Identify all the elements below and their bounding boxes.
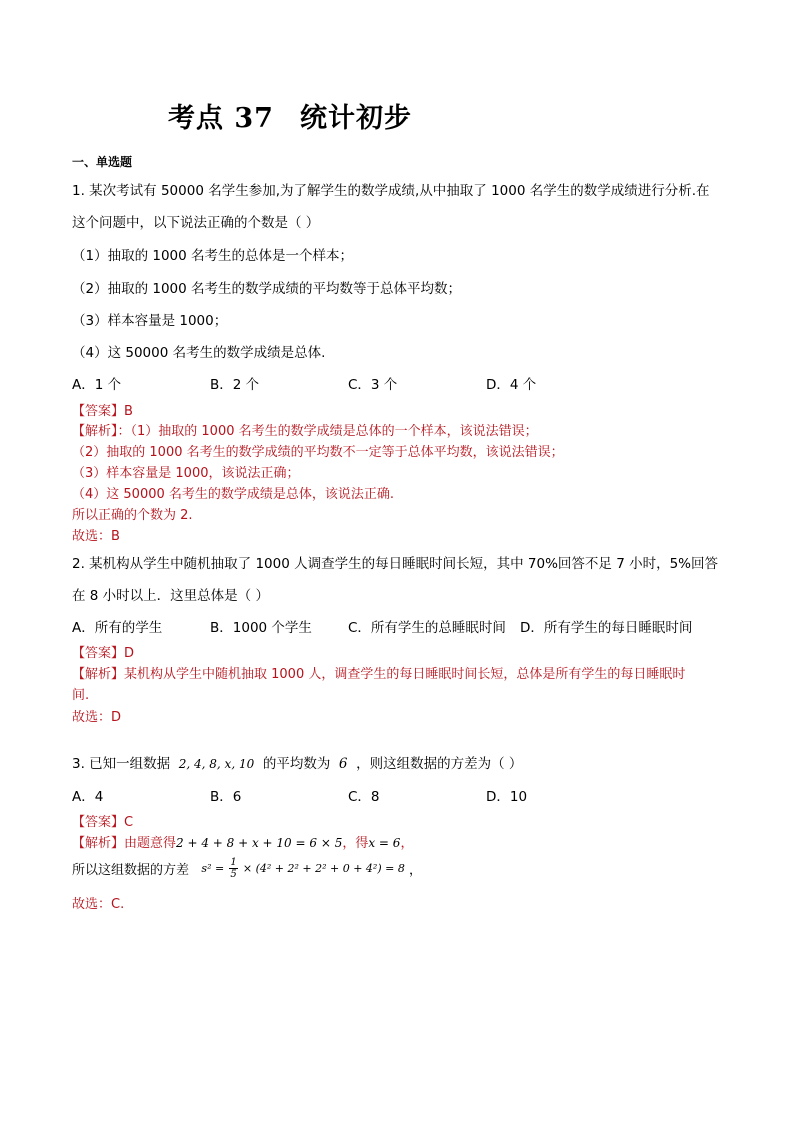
q1-explanation-1: 【解析】：（1）抽取的 1000 名考生的数学成绩是总体的一个样本，该说法错误；	[72, 424, 538, 439]
q1-answer: 【答案】B	[72, 404, 133, 419]
q3-variance-line	[72, 857, 422, 880]
q1-explanation-2: （2）抽取的 1000 名考生的数学成绩的平均数不一定等于总体平均数，该说法错误；	[72, 445, 564, 460]
q2-explanation-2: 间.	[72, 688, 90, 703]
q3-exp-c: ，	[400, 836, 414, 851]
q3-variance-lead: 所以这组数据的方差	[72, 863, 190, 878]
q2-option-b: B．1000 个学生	[210, 620, 312, 636]
q1-option-b: B．2 个	[210, 377, 260, 393]
q3-fraction-denominator: 5	[230, 869, 237, 880]
q3-exp-a: 【解析】由题意得	[72, 836, 177, 851]
q2-option-d: D．所有学生的每日睡眠时间	[520, 620, 693, 636]
q2-choose: 故选：D	[72, 710, 122, 725]
q3-variance-rhs: × (4² + 2² + 2² + 0 + 4²) = 8	[242, 862, 405, 875]
q3-option-d: D．10	[486, 789, 528, 805]
q3-option-b: B．6	[210, 789, 242, 805]
q3-answer: 【答案】C	[72, 815, 134, 830]
q3-variance-fraction	[229, 857, 237, 880]
q1-statement-4: （4）这 50000 名考生的数学成绩是总体.	[72, 345, 326, 361]
q3-exp-b: ，得	[342, 836, 369, 851]
q3-fraction-numerator: 1	[230, 857, 237, 868]
q3-option-c: C．8	[348, 789, 380, 805]
q1-option-c: C．3 个	[348, 377, 398, 393]
q3-choose: 故选：C.	[72, 897, 125, 912]
q3-data-set: 2, 4, 8, x, 10	[178, 757, 255, 771]
q1-explanation-4: （4）这 50000 名考生的数学成绩是总体，该说法正确.	[72, 487, 395, 502]
q3-stem-a: 3. 已知一组数据	[72, 756, 171, 772]
q2-option-a: A．所有的学生	[72, 620, 163, 636]
q3-stem	[72, 752, 522, 772]
q2-stem-line1: 2. 某机构从学生中随机抽取了 1000 人调查学生的每日睡眠时间长短，其中 70%回答不足 7 小时，5%回答	[72, 556, 718, 572]
q1-statement-1: （1）抽取的 1000 名考生的总体是一个样本；	[72, 248, 354, 264]
q3-equation-sum: 2 + 4 + 8 + x + 10 = 6 × 5	[176, 836, 343, 850]
q1-choose: 故选：B	[72, 529, 120, 544]
q2-stem-line2: 在 8 小时以上．这里总体是（ ）	[72, 588, 269, 604]
page-title: 考点 37 统计初步	[168, 103, 412, 134]
q3-variance-end: ，	[408, 863, 422, 878]
q1-explanation-5: 所以正确的个数为 2.	[72, 508, 193, 523]
q2-explanation-1: 【解析】某机构从学生中随机抽取 1000 人，调查学生的每日睡眠时间长短，总体是所有学生的每日睡眠时	[72, 667, 686, 682]
q3-equation-x: x = 6	[368, 836, 401, 850]
q1-statement-2: （2）抽取的 1000 名考生的数学成绩的平均数等于总体平均数；	[72, 281, 462, 297]
q1-option-a: A．1 个	[72, 377, 122, 393]
q1-option-d: D．4 个	[486, 377, 537, 393]
q3-stem-b: 的平均数为	[262, 756, 331, 772]
q3-stem-c: ，则这组数据的方差为（ ）	[356, 756, 523, 772]
section-heading: 一、单选题	[72, 155, 133, 169]
q2-answer: 【答案】D	[72, 646, 135, 661]
q1-stem-line2: 这个问题中，以下说法正确的个数是（ ）	[72, 215, 320, 231]
q2-option-c: C．所有学生的总睡眠时间	[348, 620, 506, 636]
q3-mean: 6	[338, 756, 348, 772]
q3-variance-lhs: s² =	[201, 862, 225, 875]
q3-option-a: A．4	[72, 789, 104, 805]
q1-stem-line1: 1. 某次考试有 50000 名学生参加,为了解学生的数学成绩,从中抽取了 1000 名学生的数学成绩进行分析.在	[72, 183, 710, 199]
q3-explanation-1	[72, 832, 413, 851]
q1-explanation-3: （3）样本容量是 1000，该说法正确；	[72, 466, 300, 481]
q1-statement-3: （3）样本容量是 1000；	[72, 313, 228, 329]
